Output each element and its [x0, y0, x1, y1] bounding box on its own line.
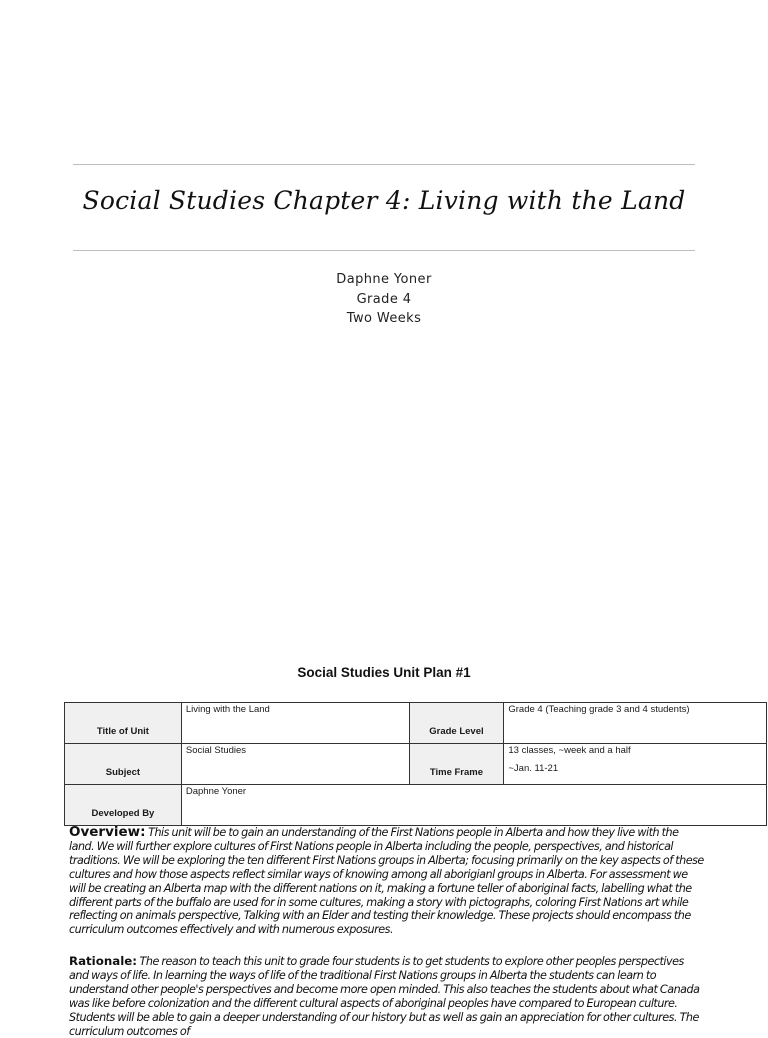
duration: Two Weeks [346, 311, 422, 326]
table-value-cell [181, 785, 766, 826]
cell-text: Daphne Yoner [185, 786, 247, 797]
cell-text: Living with the Land [185, 704, 270, 715]
rationale-heading: Rationale: [69, 954, 137, 968]
table-label-cell: Grade Level [409, 703, 504, 744]
unit-plan-heading: Social Studies Unit Plan #1 [297, 665, 471, 680]
overview-text: This unit will be to gain an understanding of the First Nations people in Alberta and how they live with the land. We will further explore cultures of First Nations people in Alberta including the people, perspectives, and historical traditions. We will be exploring the ten different First Nations groups in Alberta; focusing primarily on the key aspects of these cultures and how those aspects reflect similar ways of knowing among all aborigianl groups in Alberta. For assessment we will be creating an Alberta map with the different nations on it, making a fortune teller of aboriginal facts, labelling what the different parts of the buffalo are used for in some cultures, making a story with pictographs, coloring First Nations art while reflecting on animals perspective, Talking with an Elder and testing their knowledge. These projects should encompass the curriculum outcomes effectively and with numerous exposures. [69, 826, 704, 937]
cell-text: 13 classes, ~week and a half [508, 745, 631, 756]
cell-text: Social Studies [185, 745, 247, 756]
overview-heading: Overview: [69, 824, 146, 840]
table-value-cell [504, 703, 767, 744]
table-row [65, 785, 767, 826]
cell-text: ~Jan. 11-21 [508, 763, 559, 774]
table-row [65, 744, 767, 785]
title-rule-bottom [73, 250, 695, 251]
unit-plan-table [64, 702, 767, 826]
rationale-text: The reason to teach this unit to grade four students is to get students to explore other peoples perspectives and ways of life. In learning the ways of life of the traditional First Nations groups in Alberta the students can learn to understand other people's perspectives and become more open minded. This also teaches the students about what Canada was like before colonization and the different cultural aspects of aboriginal peoples have compared to European culture. Students will be able to gain a deeper understanding of our history but as well as gain an appreciation for other cultures. The curriculum outcomes of [69, 955, 700, 1038]
cell-text: Grade 4 (Teaching grade 3 and 4 students) [508, 704, 690, 715]
table-label-cell: Subject [65, 744, 182, 785]
table-value-cell [504, 744, 767, 785]
table-value-cell [181, 703, 409, 744]
table-label-cell: Title of Unit [65, 703, 182, 744]
title-rule-top [73, 164, 695, 165]
table-label-cell: Time Frame [409, 744, 504, 785]
table-row [65, 703, 767, 744]
document-title: Social Studies Chapter 4: Living with the Land [82, 186, 686, 215]
table-value-cell [181, 744, 409, 785]
rationale-section [69, 955, 705, 1038]
table-label-cell: Developed By [65, 785, 182, 826]
grade-level: Grade 4 [356, 291, 412, 307]
author-name: Daphne Yoner [336, 272, 432, 287]
overview-section [69, 826, 705, 937]
document-meta [0, 270, 768, 329]
